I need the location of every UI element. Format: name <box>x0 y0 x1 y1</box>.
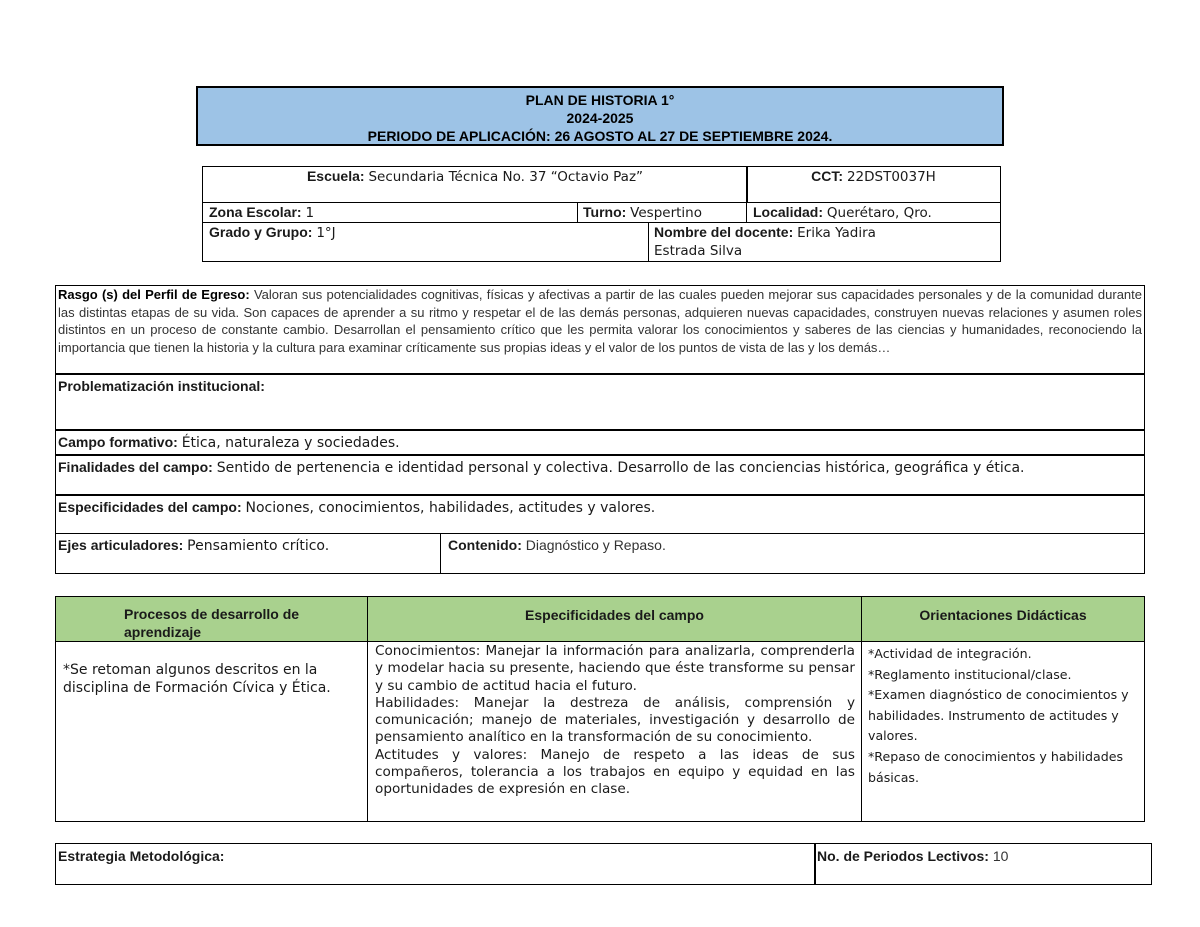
escuela-cell <box>202 166 748 203</box>
ejes-label: Ejes articuladores: <box>58 537 184 553</box>
escuela-value: Secundaria Técnica No. 37 “Octavio Paz” <box>368 169 644 185</box>
grado-label: Grado y Grupo: <box>209 224 313 240</box>
periodos-value: 10 <box>992 848 1009 864</box>
turno-value: Vespertino <box>630 205 702 221</box>
turno-label: Turno: <box>583 204 627 220</box>
localidad-value: Querétaro, Qro. <box>826 205 932 221</box>
contenido-cell <box>440 533 1145 574</box>
grado-cell <box>202 222 649 262</box>
application-period: PERIODO DE APLICACIÓN: 26 AGOSTO AL 27 DE SEPTIEMBRE 2024. <box>367 128 833 144</box>
finalidades-value: Sentido de pertenencia e identidad personal y colectiva. Desarrollo de las conciencias histórica, geográfica y ética. <box>216 460 1025 476</box>
especificidades-actitudes: Actitudes y valores: Manejo de respeto a las ideas de sus compañeros, tolerancia a los trabajos en equipo y equidad en las oportunidades de expresión en clase. <box>375 746 855 798</box>
escuela-label: Escuela: <box>306 168 365 184</box>
header-especificidades-text: Especificidades del campo <box>525 607 704 623</box>
plan-title: PLAN DE HISTORIA 1° <box>525 92 675 108</box>
grado-value: 1°J <box>316 225 336 241</box>
estrategia-cell <box>55 843 816 885</box>
zona-value: 1 <box>305 205 315 221</box>
docente-cell <box>648 222 1001 262</box>
header-orientaciones <box>861 596 1145 642</box>
zona-cell <box>202 202 578 223</box>
header-procesos <box>55 596 368 642</box>
campo-formativo-row <box>55 430 1145 455</box>
especificidades-habilidades: Habilidades: Manejar la destreza de análisis, comprensión y comunicación; manejo de materiales, investigación y desarrollo de pensamiento analítico en la transformación de su conocimiento. <box>375 694 855 746</box>
zona-label: Zona Escolar: <box>209 204 302 220</box>
periodos-cell <box>814 843 1152 885</box>
cct-label: CCT: <box>811 168 844 184</box>
procesos-text: *Se retoman algunos descritos en la disciplina de Formación Cívica y Ética. <box>63 662 331 696</box>
finalidades-row <box>55 455 1145 495</box>
localidad-cell <box>746 202 1001 223</box>
ejes-value: Pensamiento crítico. <box>187 538 330 554</box>
periodos-label: No. de Periodos Lectivos: <box>817 848 989 864</box>
ejes-cell <box>55 533 441 574</box>
especificidades-conocimientos: Conocimientos: Manejar la información para analizarla, comprenderla y modelar hacia su presente, haciendo que éste transforme su pensar y su cambio de actitud hacia el futuro. <box>375 643 855 694</box>
header-especificidades <box>367 596 862 642</box>
header-orientaciones-text: Orientaciones Didácticas <box>919 607 1087 623</box>
header-procesos-text: Procesos de desarrollo de aprendizaje <box>124 606 300 640</box>
turno-cell <box>577 202 747 223</box>
especificidades-label: Especificidades del campo: <box>58 499 242 515</box>
problematizacion-row <box>55 374 1145 430</box>
cct-cell <box>746 166 1001 203</box>
procesos-cell <box>55 642 368 822</box>
campo-label: Campo formativo: <box>58 434 178 450</box>
estrategia-label: Estrategia Metodológica: <box>58 848 225 864</box>
localidad-label: Localidad: <box>753 204 824 220</box>
orientacion-item: *Actividad de integración. <box>868 646 1032 661</box>
especificidades-value: Nociones, conocimientos, habilidades, actitudes y valores. <box>245 500 656 516</box>
perfil-label: Rasgo (s) del Perfil de Egreso: <box>58 287 250 302</box>
school-year: 2024-2025 <box>566 110 634 126</box>
campo-value: Ética, naturaleza y sociedades. <box>181 435 400 451</box>
perfil-text: Valoran sus potencialidades cognitivas, físicas y afectivas a partir de las cuales pueden mejorar sus capacidades personales y de la comunidad durante las distintas etapas de su vida. Son capaces de aprender a su ritmo y respetar el de las demás personas, adquieren nuevas capacidades, construyen nuevas relaciones y asumen roles distintos en un proceso de constante cambio. Desarrollan el pensamiento crítico que les permita valorar los conocimientos y saberes de las ciencias y humanidades, reconociendo la importancia que tienen la historia y la cultura para examinar críticamente sus propias ideas y el valor de los puntos de vista de las y los demás… <box>58 287 1142 355</box>
orientaciones-cell <box>861 642 1145 822</box>
perfil-egreso <box>55 285 1145 374</box>
contenido-label: Contenido: <box>448 537 522 553</box>
finalidades-label: Finalidades del campo: <box>58 459 213 475</box>
contenido-value: Diagnóstico y Repaso. <box>525 537 666 553</box>
especificidades-row <box>55 495 1145 534</box>
docente-label: Nombre del docente: <box>654 224 794 240</box>
especificidades-cell <box>367 642 862 822</box>
document-title-block <box>196 86 1004 146</box>
problematizacion-label: Problematización institucional: <box>58 378 265 394</box>
orientacion-item: *Repaso de conocimientos y habilidades básicas. <box>868 748 1124 785</box>
orientacion-item: *Reglamento institucional/clase. <box>868 666 1072 682</box>
cct-value: 22DST0037H <box>846 169 936 185</box>
orientacion-item: *Examen diagnóstico de conocimientos y habilidades. Instrumento de actitudes y valores. <box>868 687 1129 744</box>
docente-value: Erika Yadira Estrada Silva <box>654 225 876 259</box>
